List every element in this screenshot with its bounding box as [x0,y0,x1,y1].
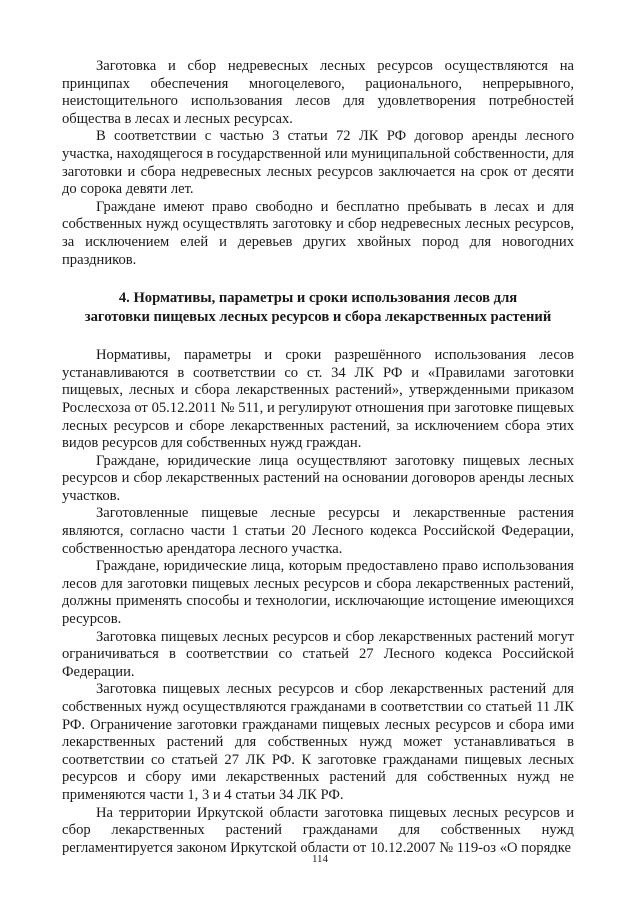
paragraph-section-6: Заготовка пищевых лесных ресурсов и сбор лекарственных растений для собственных нужд осуществляются гражданами в соответствии со статьей 11 ЛК РФ. Ограничение заготовки гражданами пищевых лесных ресурсов и сбора ими лекарственных растений для собственных нужд может устанавливаться в соответствии со статьей 27 ЛК РФ. К заготовке гражданами пищевых лесных ресурсов и сбору ими лекарственных растений для собственных нужд не применяются части 1, 3 и 4 статьи 34 ЛК РФ. [62,681,574,803]
paragraph-section-4: Граждане, юридические лица, которым предоставлено право использования лесов для заготовки пищевых лесных ресурсов и сбора лекарственных растений, должны применять способы и технологии, исключающие истощение имеющихся ресурсов. [62,558,574,628]
section-heading-line-2: заготовки пищевых лесных ресурсов и сбора лекарственных растений [84,309,552,326]
paragraph-intro-2: В соответствии с частью 3 статьи 72 ЛК РФ договор аренды лесного участка, находящегося в государственной или муниципальной собственности, для заготовки и сбора недревесных лесных ресурсов заключается на срок от десяти до сорока девяти лет. [62,128,574,198]
section-heading-line-1: 4. Нормативы, параметры и сроки использования лесов для [118,290,518,307]
page-number: 114 [311,853,329,865]
paragraph-section-5: Заготовка пищевых лесных ресурсов и сбор лекарственных растений могут ограничиваться в соответствии со статьей 27 Лесного кодекса Российской Федерации. [62,628,574,680]
section-heading [62,289,574,327]
paragraph-intro-1: Заготовка и сбор недревесных лесных ресурсов осуществляются на принципах обеспечения многоцелевого, рационального, непрерывного, неистощительного использования лесов для удовлетворения потребностей общества в лесах и лесных ресурсах. [62,58,574,127]
paragraph-section-7: На территории Иркутской области заготовка пищевых лесных ресурсов и сбор лекарственных растений гражданами для собственных нужд регламентируется законом Иркутской области от 10.12.2007 № 119-оз «О порядке [62,804,574,856]
paragraph-section-3: Заготовленные пищевые лесные ресурсы и лекарственные растения являются, согласно части 1 статьи 20 Лесного кодекса Российской Федерации, собственностью арендатора лесного участка. [62,505,574,557]
document-page [62,58,574,857]
paragraph-intro-3: Граждане имеют право свободно и бесплатно пребывать в лесах и для собственных нужд осуществлять заготовку и сбор недревесных лесных ресурсов, за исключением елей и деревьев других хвойных пород для новогодних праздников. [62,198,574,268]
paragraph-section-1: Нормативы, параметры и сроки разрешённого использования лесов устанавливаются в соответствии со ст. 34 ЛК РФ и «Правилами заготовки пищевых, лесных и сбора лекарственных растений», утвержденными приказом Рослесхоза от 05.12.2011 № 511, и регулируют отношения при заготовке пищевых лесных ресурсов и сборе лекарственных растений, за исключением сбора этих видов ресурсов для собственных нужд граждан. [62,347,574,452]
paragraph-section-2: Граждане, юридические лица осуществляют заготовку пищевых лесных ресурсов и сбор лекарственных растений на основании договоров аренды лесных участков. [62,452,574,504]
